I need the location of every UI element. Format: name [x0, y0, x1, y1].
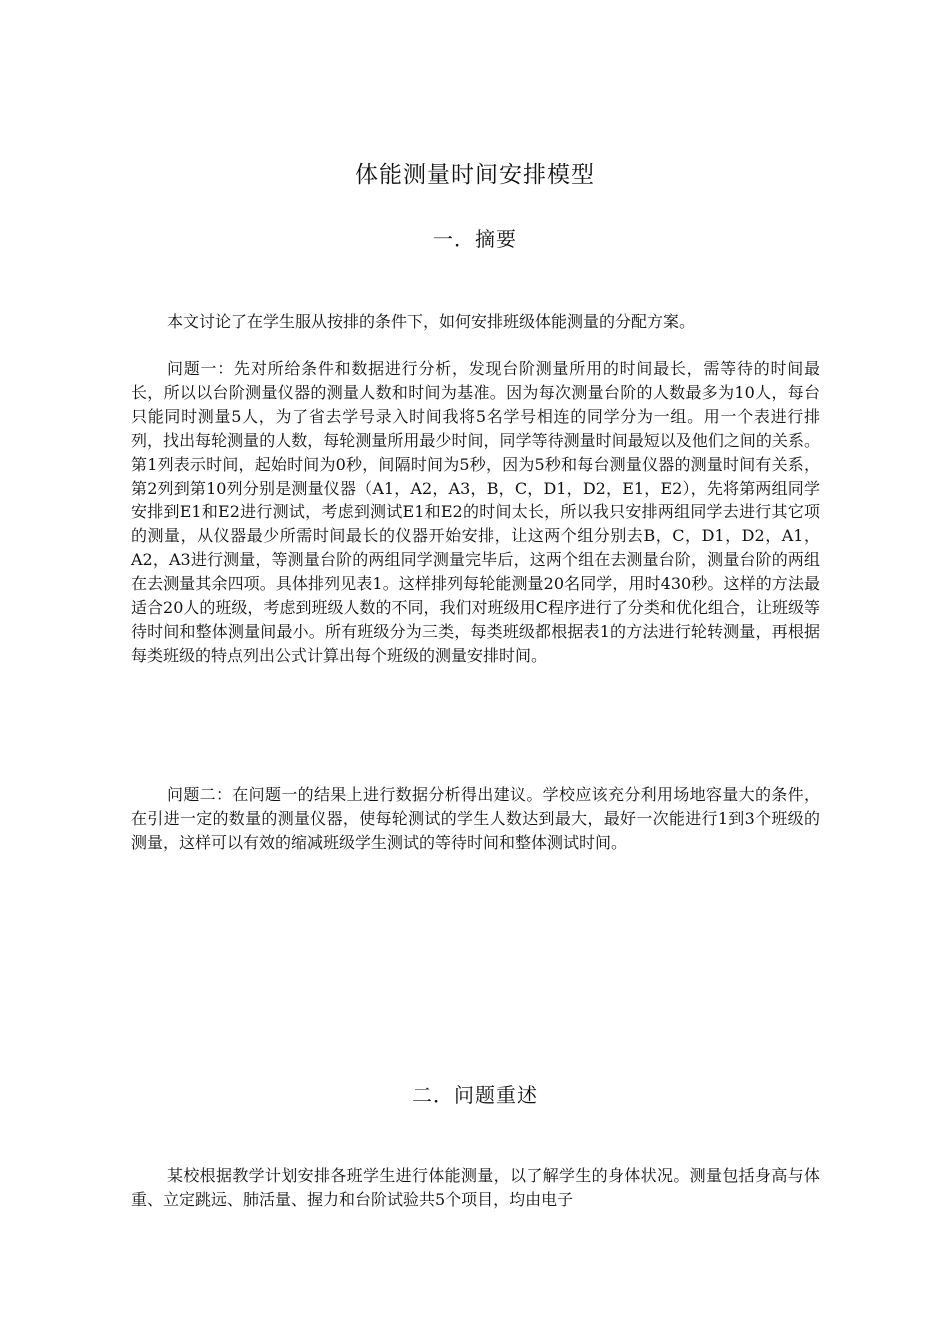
restatement-paragraph: 某校根据教学计划安排各班学生进行体能测量，以了解学生的身体状况。测量包括身高与体重、立定跳远、肺活量、握力和台阶试验共5个项目，均由电子: [131, 1166, 820, 1209]
problem-two-paragraph: 问题二：在问题一的结果上进行数据分析得出建议。学校应该充分利用场地容量大的条件，在引进一定的数量的测量仪器，使每轮测试的学生人数达到最大，最好一次能进行1到3个班级的测量，这样可以有效的缩减班级学生测试的等待时间和整体测试时间。: [131, 785, 820, 852]
problem-one-paragraph: 问题一：先对所给条件和数据进行分析，发现台阶测量所用的时间最长，需等待的时间最长，所以以台阶测量仪器的测量人数和时间为基准。因为每次测量台阶的人数最多为10人，每台只能同时测量5人，为了省去学号录入时间我将5名学号相连的同学分为一组。用一个表进行排列，找出每轮测量的人数，每轮测量所用最少时间，同学等待测量时间最短以及他们之间的关系。第1列表示时间，起始时间为0秒，间隔时间为5秒，因为5秒和每台测量仪器的测量时间有关系，第2列到第10列分别是测量仪器（A1，A2，A3，B，C，D1，D2，E1，E2），先将第两组同学安排到E1和E2进行测试，考虑到测试E1和E2的时间太长，所以我只安排两组同学去进行其它项的测量，从仪器最少所需时间最长的仪器开始安排，让这两个组分别去B，C，D1，D2，A1，A2，A3进行测量，等测量台阶的两组同学测量完毕后，这两个组在去测量台阶，测量台阶的两组在去测量其余四项。具体排列见表1。这样排列每轮能测量20名同学，用时430秒。这样的方法最适合20人的班级，考虑到班级人数的不同，我们对班级用C程序进行了分类和优化组合，让班级等待时间和整体测量间最小。所有班级分为三类，每类班级都根据表1的方法进行轮转测量，再根据每类班级的特点列出公式计算出每个班级的测量安排时间。: [131, 359, 820, 665]
section-heading-abstract: 一．摘要: [433, 227, 517, 251]
document-title: 体能测量时间安排模型: [355, 162, 595, 188]
abstract-intro-paragraph: 本文讨论了在学生服从按排的条件下，如何安排班级体能测量的分配方案。: [167, 312, 696, 331]
section-heading-restatement: 二．问题重述: [412, 1083, 538, 1107]
